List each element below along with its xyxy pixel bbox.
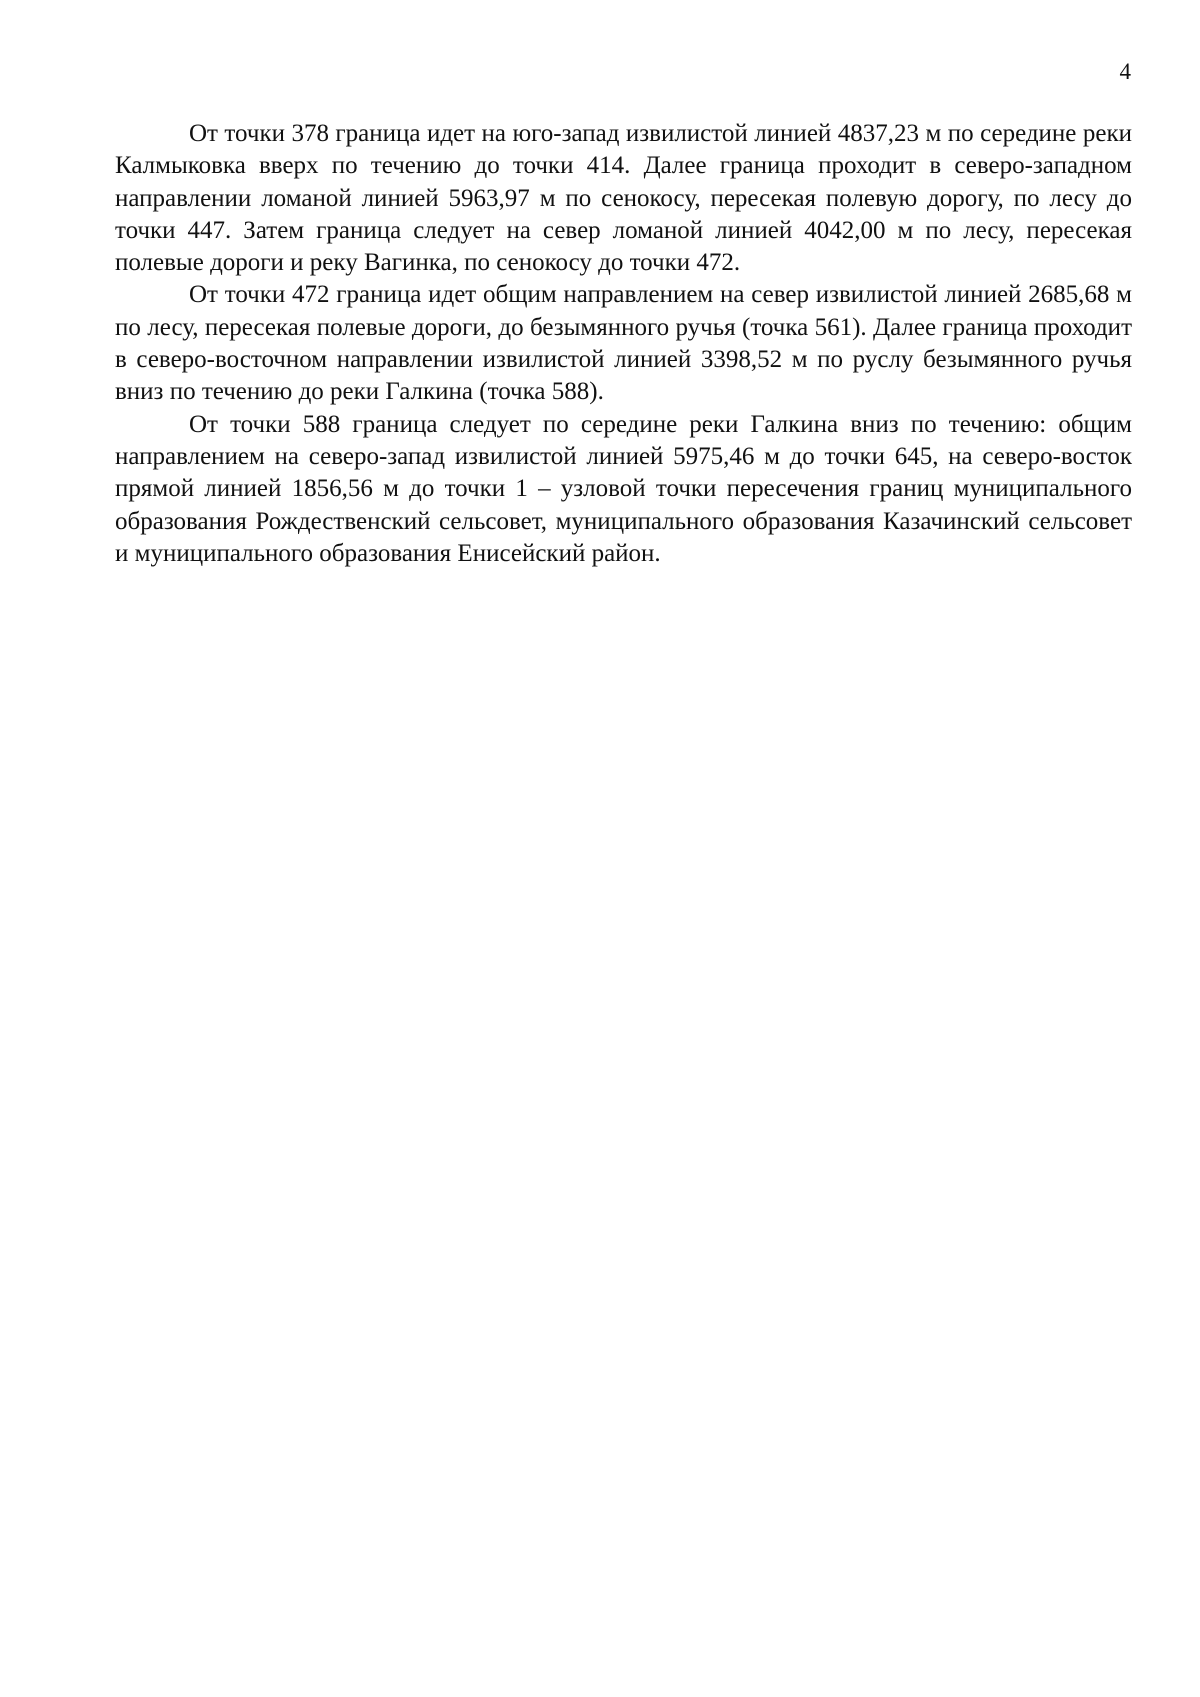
paragraph-2: От точки 472 граница идет общим направлением на север извилистой линией 2685,68 м по лесу, пересекая полевые дороги, до безымянного ручья (точка 561). Далее граница проходит в северо-восточном направлении извилистой линией 3398,52 м по руслу безымянного ручья вниз по течению до реки Галкина (точка 588). [115, 281, 1132, 406]
page-number: 4 [1119, 59, 1131, 84]
document-body [115, 118, 1132, 570]
paragraph-3: От точки 588 граница следует по середине реки Галкина вниз по течению: общим направлением на северо-запад извилистой линией 5975,46 м до точки 645, на северо-восток прямой линией 1856,56 м до точки 1 – узловой точки пересечения границ муниципального образования Рождественский сельсовет, муниципального образования Казачинский сельсовет и муниципального образования Енисейский район. [115, 410, 1132, 567]
paragraph-1: От точки 378 граница идет на юго-запад извилистой линией 4837,23 м по середине реки Калмыковка вверх по течению до точки 414. Далее граница проходит в северо-западном направлении ломаной линией 5963,97 м по сенокосу, пересекая полевую дорогу, по лесу до точки 447. Затем граница следует на север ломаной линией 4042,00 м по лесу, пересекая полевые дороги и реку Вагинка, по сенокосу до точки 472. [115, 120, 1132, 277]
